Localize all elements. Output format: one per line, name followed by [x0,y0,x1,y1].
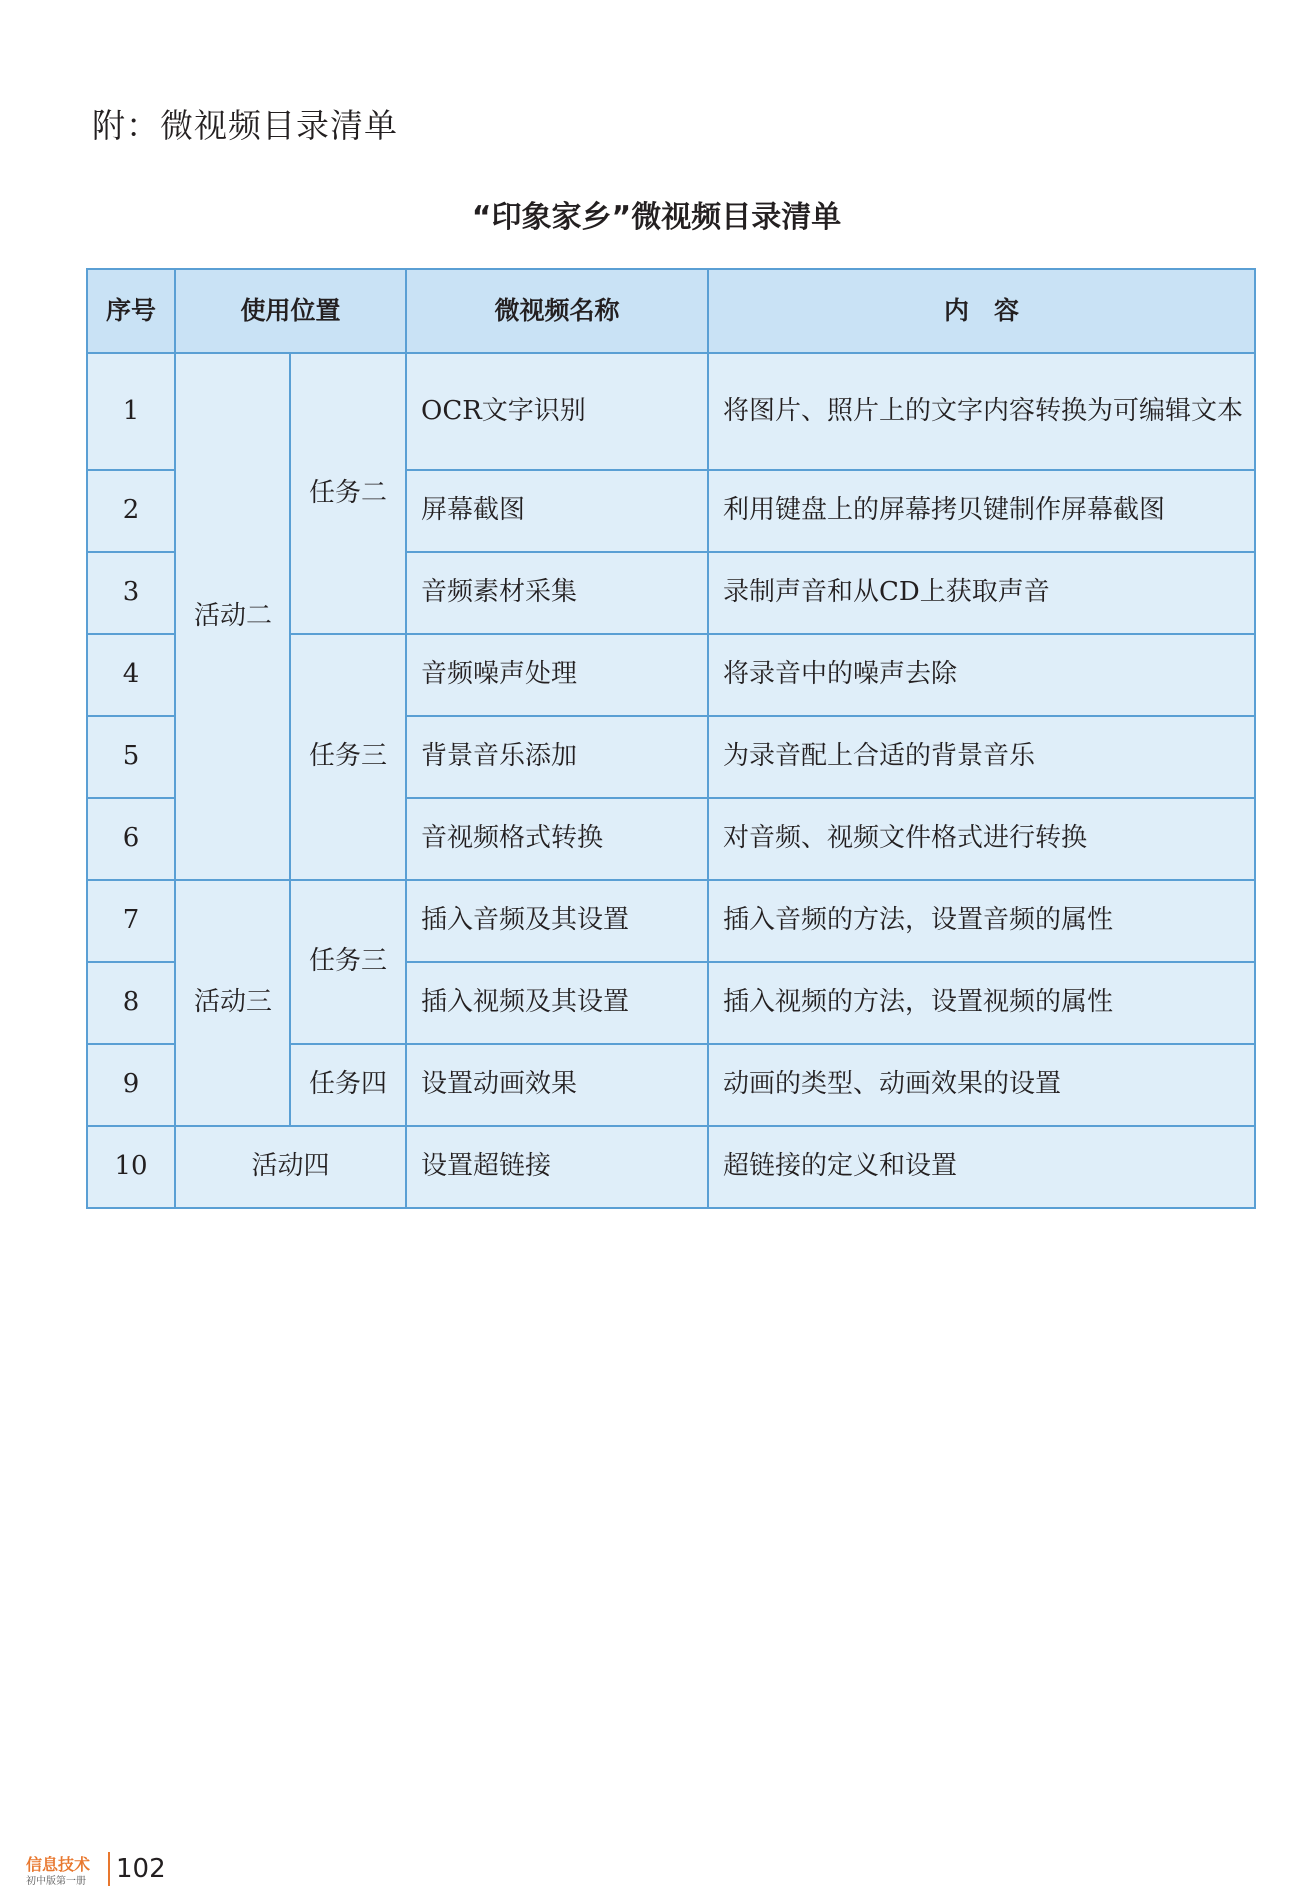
header-content: 内 容 [708,269,1255,353]
table-row [87,353,1255,470]
content-cell: 利用键盘上的屏幕拷贝键制作屏幕截图 [708,470,1255,552]
video-name-cell: 音频噪声处理 [406,634,708,716]
row-index: 2 [87,470,175,552]
video-name-cell: 背景音乐添加 [406,716,708,798]
row-index: 10 [87,1126,175,1208]
header-video-name: 微视频名称 [406,269,708,353]
video-name-cell: 设置动画效果 [406,1044,708,1126]
row-index: 3 [87,552,175,634]
content-cell: 录制声音和从CD上获取声音 [708,552,1255,634]
activity-cell: 活动二 [175,353,290,880]
video-name-cell: 屏幕截图 [406,470,708,552]
row-index: 1 [87,353,175,470]
task-cell: 任务三 [290,634,406,880]
video-name-cell: 设置超链接 [406,1126,708,1208]
content-cell: 对音频、视频文件格式进行转换 [708,798,1255,880]
video-name-cell: 音视频格式转换 [406,798,708,880]
row-index: 7 [87,880,175,962]
activity-cell: 活动三 [175,880,290,1126]
table-row [87,880,1255,962]
row-index: 6 [87,798,175,880]
book-edition: 初中版第一册 [26,1876,86,1887]
activity-cell: 活动四 [175,1126,406,1208]
content-cell: 动画的类型、动画效果的设置 [708,1044,1255,1126]
page-number: 102 [116,1854,166,1884]
header-location: 使用位置 [175,269,406,353]
task-cell: 任务二 [290,353,406,634]
video-catalog-table [86,268,1256,1209]
row-index: 8 [87,962,175,1044]
content-cell: 将录音中的噪声去除 [708,634,1255,716]
video-name-cell: 插入音频及其设置 [406,880,708,962]
book-brand: 信息技术 [26,1855,91,1874]
table-header-row [87,269,1255,353]
task-cell: 任务四 [290,1044,406,1126]
content-cell: 将图片、照片上的文字内容转换为可编辑文本 [708,353,1255,470]
header-index: 序号 [87,269,175,353]
content-cell: 插入视频的方法，设置视频的属性 [708,962,1255,1044]
table-title: “印象家乡”微视频目录清单 [471,200,842,235]
row-index: 4 [87,634,175,716]
video-name-cell: 音频素材采集 [406,552,708,634]
content-cell: 插入音频的方法，设置音频的属性 [708,880,1255,962]
row-index: 5 [87,716,175,798]
video-name-cell: 插入视频及其设置 [406,962,708,1044]
video-name-cell: OCR文字识别 [406,353,708,470]
appendix-heading: 附：微视频目录清单 [92,106,398,145]
footer-divider [108,1852,110,1886]
table-row [87,1126,1255,1208]
content-cell: 超链接的定义和设置 [708,1126,1255,1208]
row-index: 9 [87,1044,175,1126]
task-cell: 任务三 [290,880,406,1044]
content-cell: 为录音配上合适的背景音乐 [708,716,1255,798]
